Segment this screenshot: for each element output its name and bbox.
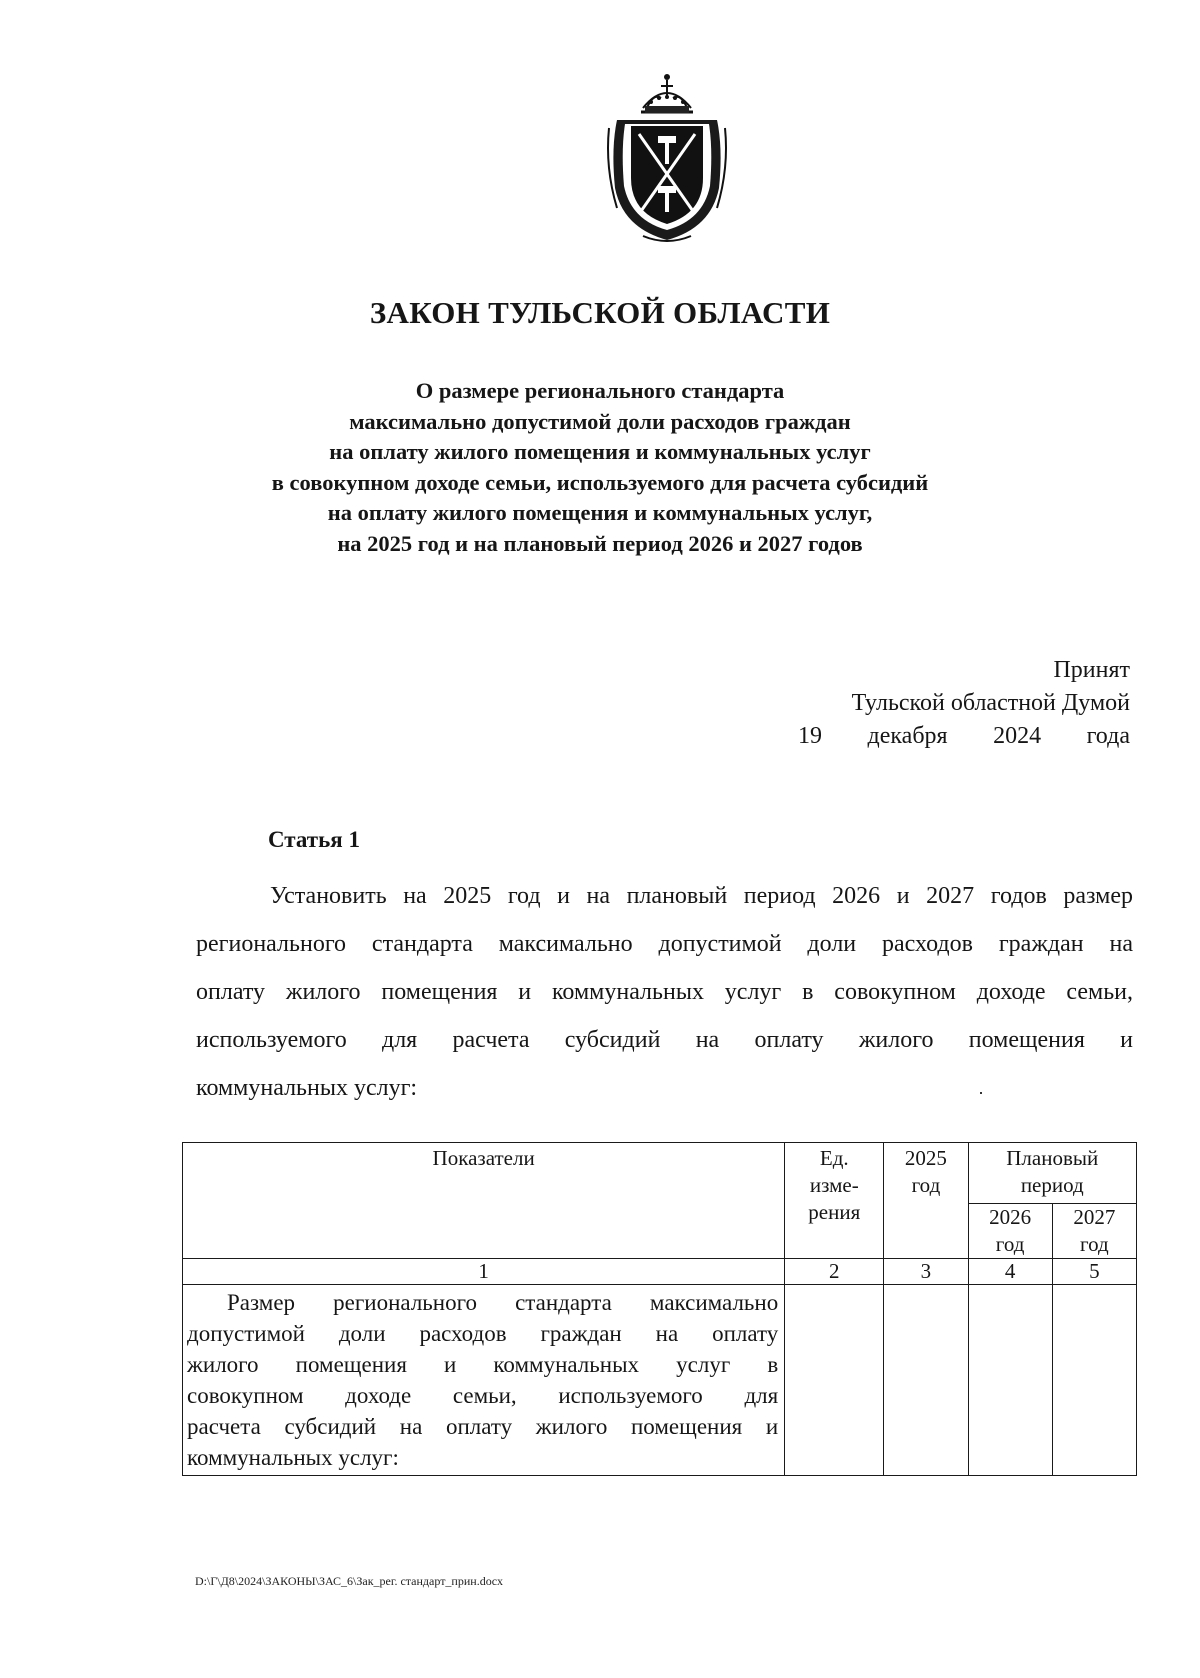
column-number: 2 xyxy=(785,1259,884,1285)
header-year-line: 2027 xyxy=(1073,1205,1116,1229)
subject-line: на оплату жилого помещения и коммунальных услуг, xyxy=(327,500,873,525)
header-year-line: год xyxy=(995,1232,1025,1256)
header-year-line: 2025 xyxy=(904,1146,947,1170)
header-year-line: 2026 xyxy=(989,1205,1032,1229)
subject-line: О размере регионального стандарта xyxy=(415,378,785,403)
adoption-date xyxy=(798,720,1130,753)
column-number: 4 xyxy=(968,1259,1052,1285)
indicator-2025-value xyxy=(884,1285,968,1476)
header-unit-line: Ед. xyxy=(819,1146,849,1170)
adopted-label: Принят xyxy=(1053,657,1130,683)
header-planned-line: период xyxy=(1020,1173,1084,1197)
table-header-row xyxy=(183,1143,1137,1204)
subject-line: на оплату жилого помещения и коммунальных услуг xyxy=(329,439,871,464)
article-text-line: коммунальных услуг: xyxy=(196,1075,418,1101)
column-number: 1 xyxy=(183,1259,785,1285)
header-year-line: год xyxy=(911,1173,941,1197)
article-text-line: оплату жилого помещения и коммунальных услуг в совокупном доходе семьи, xyxy=(196,979,1133,1005)
indicator-description xyxy=(183,1285,785,1476)
indicator-line: допустимой доли расходов граждан на оплату xyxy=(187,1321,779,1346)
indicator-line: совокупном доходе семьи, используемого для xyxy=(187,1383,779,1408)
header-year-2027 xyxy=(1052,1204,1136,1259)
header-year-2025 xyxy=(884,1143,968,1259)
indicator-line: Размер регионального стандарта максимально xyxy=(227,1290,779,1315)
header-unit-line: рения xyxy=(808,1200,861,1224)
file-path-footer: D:\Г\Д8\2024\ЗАКОНЫ\ЗАС_6\Зак_рег. стандарт_прин.docx xyxy=(195,1574,504,1588)
law-subject xyxy=(200,376,1000,559)
adoption-year-suffix: года xyxy=(1086,723,1130,749)
article-text-line: регионального стандарта максимально допустимой доли расходов граждан на xyxy=(196,931,1133,957)
adoption-year: 2024 xyxy=(993,723,1042,749)
header-year-line: год xyxy=(1080,1232,1109,1256)
document-title: ЗАКОН ТУЛЬСКОЙ ОБЛАСТИ xyxy=(369,295,831,330)
table-row xyxy=(183,1285,1137,1476)
article-body xyxy=(196,872,1133,1112)
adoption-block xyxy=(798,654,1130,753)
article-text-line: Установить на 2025 год и на плановый период 2026 и 2027 годов размер xyxy=(270,883,1133,909)
header-indicators: Показатели xyxy=(183,1143,785,1259)
subject-line: на 2025 год и на плановый период 2026 и 2027 годов xyxy=(337,530,863,556)
subject-line: максимально допустимой доли расходов граждан xyxy=(349,408,851,434)
indicators-table xyxy=(182,1142,1137,1476)
adoption-day: 19 xyxy=(798,723,822,749)
indicator-2026-value xyxy=(968,1285,1052,1476)
column-number-row xyxy=(183,1259,1137,1285)
header-unit-line: изме- xyxy=(809,1173,859,1197)
scan-speck xyxy=(980,1092,982,1094)
article-text-line: используемого для расчета субсидий на оплату жилого помещения и xyxy=(196,1027,1133,1053)
header-planned-line: Плановый xyxy=(1006,1146,1099,1170)
subject-line: в совокупном доходе семьи, используемого для расчета субсидий xyxy=(271,469,929,495)
header-unit xyxy=(785,1143,884,1259)
adopting-body: Тульской областной Думой xyxy=(851,690,1130,716)
adoption-month: декабря xyxy=(867,723,948,749)
indicator-line: расчета субсидий на оплату жилого помещения и xyxy=(187,1414,779,1439)
article-heading: Статья 1 xyxy=(268,827,360,852)
header-year-2026 xyxy=(968,1204,1052,1259)
tula-region-coat-of-arms-icon xyxy=(603,68,731,246)
indicator-line: жилого помещения и коммунальных услуг в xyxy=(187,1352,779,1377)
header-planned-period xyxy=(968,1143,1136,1204)
indicator-line: коммунальных услуг: xyxy=(187,1445,399,1470)
column-number: 5 xyxy=(1052,1259,1136,1285)
column-number: 3 xyxy=(884,1259,968,1285)
indicator-unit-value xyxy=(785,1285,884,1476)
indicator-2027-value xyxy=(1052,1285,1136,1476)
